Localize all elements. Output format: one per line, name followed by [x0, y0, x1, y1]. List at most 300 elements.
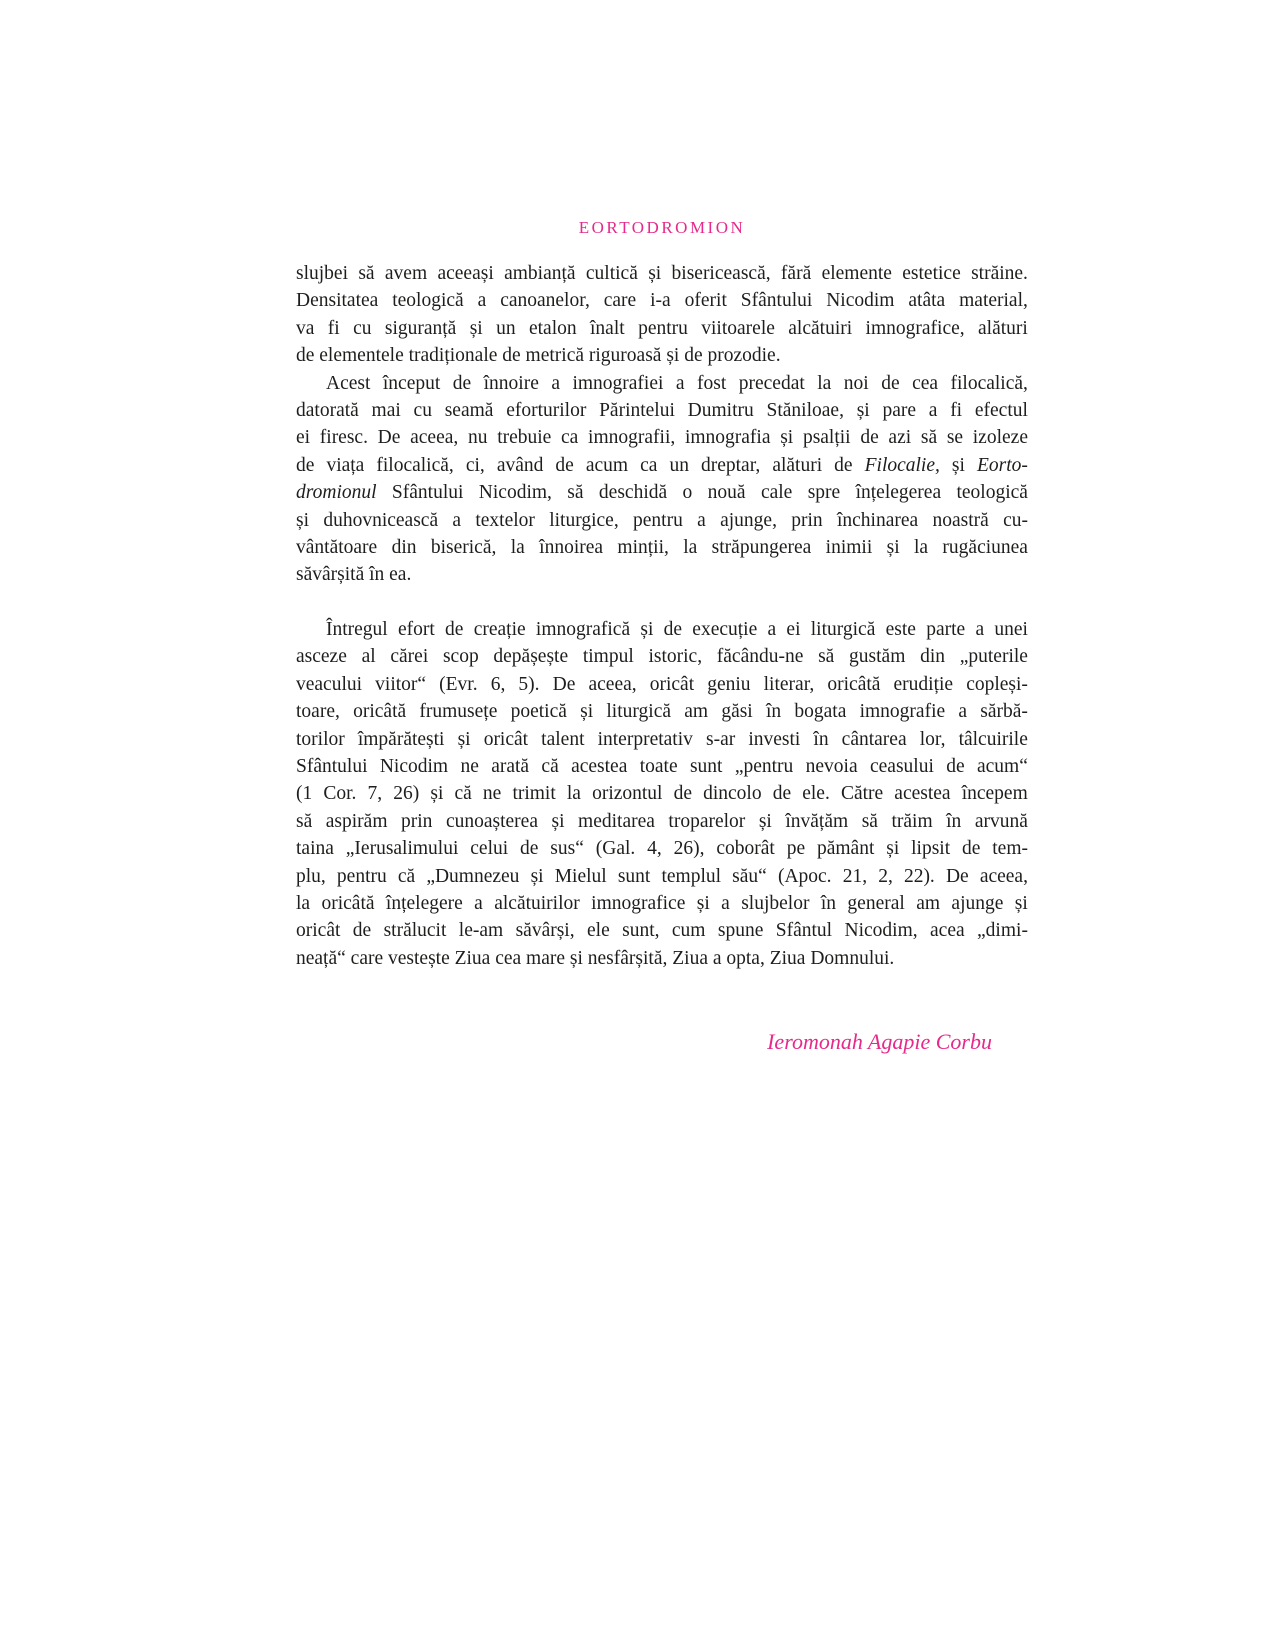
- running-head-title: EORTODROMION: [578, 218, 746, 237]
- word: 21,: [842, 865, 868, 887]
- word: s-ar: [705, 728, 736, 750]
- word: acum: [585, 454, 629, 476]
- word: acum“: [976, 756, 1028, 778]
- word: Densitatea: [296, 290, 379, 312]
- word: de: [860, 427, 879, 449]
- word: de: [452, 372, 472, 394]
- word: (1: [296, 783, 313, 805]
- word: pe: [786, 838, 806, 860]
- word: sus“: [550, 838, 584, 860]
- word: aceea,: [410, 427, 459, 449]
- text-line: [296, 507, 1028, 534]
- word: 7,: [367, 783, 383, 805]
- word: 6,: [490, 673, 506, 695]
- word: Nicodim,: [844, 920, 918, 942]
- text-line: [296, 315, 1028, 342]
- word: Cor.: [323, 783, 357, 805]
- word: am: [684, 701, 709, 723]
- word: filocalică,: [950, 372, 1028, 394]
- word: estetice: [902, 263, 961, 284]
- word: închinarea: [836, 509, 919, 531]
- word: ei: [786, 619, 801, 641]
- word: scop: [442, 646, 479, 668]
- word: slujbei: [296, 263, 348, 284]
- word: liturgice,: [549, 509, 619, 531]
- word: oricât: [483, 728, 529, 750]
- word: de: [834, 454, 853, 476]
- word: 4,: [647, 838, 662, 860]
- word: și: [886, 838, 900, 860]
- word: cum: [671, 920, 706, 942]
- word: la: [817, 372, 832, 394]
- word: fost: [697, 372, 727, 394]
- word: spune: [717, 920, 764, 942]
- word: seamă: [444, 399, 494, 421]
- word: sunt: [689, 756, 723, 778]
- word: pământ: [816, 838, 875, 860]
- text-line: [296, 424, 1028, 451]
- word: al: [361, 646, 376, 668]
- word: alături: [978, 317, 1028, 339]
- word: ambianță: [504, 263, 576, 284]
- word: de: [445, 619, 464, 641]
- word: ca: [640, 454, 658, 476]
- word: pentru: [633, 509, 683, 531]
- word: și: [640, 619, 654, 641]
- word: toate: [639, 756, 678, 778]
- body-paragraph: [296, 260, 1028, 370]
- word: cărei: [390, 646, 429, 668]
- word: ajunge: [951, 892, 1004, 914]
- word: neață“ care vestește Ziua cea mare și nesfârșită, Ziua a opta, Ziua Domnului.: [296, 947, 895, 969]
- word: veacului: [296, 673, 363, 695]
- word: aspirăm: [325, 810, 388, 832]
- word: liturgică: [606, 701, 672, 723]
- word: toare,: [296, 701, 340, 723]
- text-line: [296, 643, 1028, 670]
- word: învățăm: [785, 810, 849, 832]
- word: imnografiei: [572, 372, 664, 394]
- word: înțelegerea: [855, 482, 942, 504]
- word: unei: [994, 619, 1028, 641]
- word: parte: [926, 619, 966, 641]
- word: la: [913, 536, 929, 558]
- word: de: [296, 454, 315, 476]
- word: vântătoare: [296, 536, 378, 558]
- word: din: [391, 536, 417, 558]
- word: Acest: [326, 372, 371, 394]
- text-line: [296, 287, 1028, 314]
- word: Nicodim: [379, 756, 449, 778]
- word: coborât: [716, 838, 775, 860]
- word: Părintelui: [599, 399, 675, 421]
- word: 26): [393, 783, 420, 805]
- word: teologică: [392, 290, 464, 312]
- word: Sfântului: [740, 290, 813, 312]
- word: și: [530, 865, 544, 887]
- text-line: [296, 561, 1028, 588]
- word: înalt: [590, 317, 625, 339]
- word: imnografia: [684, 427, 771, 449]
- text-line: [296, 808, 1028, 835]
- word: ei: [296, 427, 311, 449]
- text-line: [296, 863, 1028, 890]
- word: făcându-ne: [716, 646, 804, 668]
- word: precedat: [738, 372, 805, 394]
- word: execuție: [692, 619, 758, 641]
- word: trăim: [891, 810, 933, 832]
- text-line: [296, 890, 1028, 917]
- text-line: [296, 534, 1028, 561]
- word: și: [696, 892, 710, 914]
- word: aceeași: [437, 263, 494, 284]
- word: alcătuiri: [788, 317, 853, 339]
- word: lipsit: [911, 838, 951, 860]
- word: în: [765, 701, 782, 723]
- word: De: [377, 427, 401, 449]
- word: noastră: [932, 509, 989, 531]
- word: De: [552, 673, 576, 695]
- word: în: [813, 728, 829, 750]
- word: Sfântului: [296, 756, 368, 778]
- word: de: [555, 454, 574, 476]
- word: se: [946, 427, 964, 449]
- word: mai: [371, 399, 401, 421]
- word: având: [496, 454, 544, 476]
- word: meditarea: [578, 810, 655, 832]
- word: plu,: [296, 865, 326, 887]
- word: atâta: [908, 290, 946, 312]
- word: taina: [296, 838, 334, 860]
- word: cu-: [1003, 509, 1028, 531]
- word: este: [885, 619, 916, 641]
- word: viața: [326, 454, 365, 476]
- text-line: [296, 397, 1028, 424]
- text-line: [296, 452, 1028, 479]
- word: de: [961, 838, 981, 860]
- word: înțelegere: [385, 892, 463, 914]
- word: și: [648, 263, 662, 284]
- author-signature: Ieromonah Agapie Corbu: [767, 1029, 992, 1055]
- word: nu: [467, 427, 488, 449]
- body-text: [296, 260, 1028, 1056]
- italic-word: Eorto-: [976, 454, 1028, 476]
- word: avem: [384, 263, 428, 284]
- word: de: [673, 783, 692, 805]
- text-line: [296, 753, 1028, 780]
- word: elemente: [821, 263, 892, 284]
- word: săvârșită în ea.: [296, 564, 412, 586]
- word: din: [920, 646, 946, 668]
- body-paragraph: [296, 370, 1028, 589]
- word: și: [856, 399, 870, 421]
- word: să: [861, 810, 878, 832]
- word: nevoia: [805, 756, 858, 778]
- word: un: [496, 317, 516, 339]
- word: cea: [912, 372, 939, 394]
- word: și: [951, 454, 965, 476]
- word: de: [663, 619, 683, 641]
- word: teologică: [956, 482, 1028, 504]
- word: că: [454, 783, 472, 805]
- word: bisericească,: [671, 263, 771, 284]
- word: și: [758, 810, 772, 832]
- word: ne: [460, 756, 479, 778]
- word: de: [772, 783, 792, 805]
- word: interpretativ: [597, 728, 693, 750]
- word: torilor: [296, 728, 345, 750]
- word: deschidă: [598, 482, 668, 504]
- word: aceea,: [979, 865, 1028, 887]
- word: oferit: [684, 290, 727, 312]
- word: început: [382, 372, 441, 394]
- text-line: [296, 780, 1028, 807]
- word: să: [567, 482, 584, 504]
- word: troparelor: [668, 810, 746, 832]
- word: să: [358, 263, 375, 284]
- text-line: [296, 835, 1028, 862]
- word: sunt: [617, 865, 651, 887]
- word: și: [1014, 892, 1028, 914]
- word: dincolo: [703, 783, 762, 805]
- word: oricâtă: [827, 673, 881, 695]
- word: și: [780, 427, 794, 449]
- word: arvună: [974, 810, 1028, 832]
- body-paragraph: [296, 616, 1028, 972]
- word: și: [580, 701, 594, 723]
- word: 26),: [673, 838, 705, 860]
- text-line: [296, 917, 1028, 944]
- word: 22).: [903, 865, 935, 887]
- text-line: [296, 260, 1028, 287]
- word: „Ierusalimului: [345, 838, 459, 860]
- word: viitoarele: [701, 317, 775, 339]
- word: a: [675, 372, 685, 394]
- word: firesc.: [319, 427, 368, 449]
- word: 5).: [518, 673, 540, 695]
- word: în: [946, 810, 962, 832]
- italic-word: dromionul: [296, 482, 377, 504]
- word: general: [847, 892, 905, 914]
- word: fără: [780, 263, 812, 284]
- text-line: [296, 671, 1028, 698]
- word: etalon: [528, 317, 577, 339]
- word: de: [352, 920, 372, 942]
- word: imnografică: [535, 619, 631, 641]
- word: și: [296, 509, 310, 531]
- word: de: [881, 372, 900, 394]
- word: (Apoc.: [777, 865, 832, 887]
- word: datorată: [296, 399, 359, 421]
- word: Nicodim: [826, 290, 895, 312]
- word: psalții: [802, 427, 851, 449]
- word: ci,: [465, 454, 485, 476]
- word: care: [603, 290, 637, 312]
- word: și: [430, 783, 444, 805]
- word: biserică,: [430, 536, 497, 558]
- word: Nicodim,: [478, 482, 552, 504]
- word: și: [886, 536, 900, 558]
- word: și: [551, 810, 565, 832]
- word: de elementele tradiționale de metrică riguroasă și de prozodie.: [296, 345, 781, 367]
- word: oricâtă: [321, 892, 375, 914]
- word: Întregul: [326, 619, 388, 641]
- word: oricât: [296, 920, 341, 942]
- word: Stăniloae,: [766, 399, 844, 421]
- word: a: [474, 892, 483, 914]
- italic-word: Filocalie,: [864, 454, 940, 476]
- word: Mielul: [554, 865, 607, 887]
- word: celui: [470, 838, 509, 860]
- word: oricât: [649, 673, 695, 695]
- word: imnografice,: [865, 317, 965, 339]
- word: a: [721, 892, 730, 914]
- word: geniu: [707, 673, 751, 695]
- word: imnografie: [859, 701, 946, 723]
- word: copleși-: [966, 673, 1028, 695]
- word: împărătești: [357, 728, 445, 750]
- word: rugăciunea: [942, 536, 1028, 558]
- text-line: [296, 945, 1028, 972]
- word: alături: [772, 454, 823, 476]
- word: prin: [791, 509, 823, 531]
- word: arată: [491, 756, 530, 778]
- word: cale: [760, 482, 793, 504]
- word: siguranță: [384, 317, 457, 339]
- word: fi: [950, 399, 963, 421]
- text-line: [296, 479, 1028, 506]
- word: poetică: [510, 701, 567, 723]
- word: la: [296, 892, 311, 914]
- word: viitor“: [375, 673, 427, 695]
- word: oricâtă: [353, 701, 407, 723]
- word: trebuie: [497, 427, 552, 449]
- word: literar,: [763, 673, 815, 695]
- text-line: [296, 342, 1028, 369]
- word: pentru: [336, 865, 387, 887]
- word: De: [945, 865, 969, 887]
- word: sunt,: [622, 920, 660, 942]
- word: acestea: [894, 783, 951, 805]
- word: ele.: [802, 783, 830, 805]
- word: imnografice: [591, 892, 686, 914]
- word: înnoire: [483, 372, 539, 394]
- word: strălucit: [383, 920, 447, 942]
- word: un: [669, 454, 689, 476]
- word: dreptar,: [700, 454, 761, 476]
- word: la: [510, 536, 525, 558]
- word: cu: [413, 399, 432, 421]
- word: să: [818, 646, 835, 668]
- word: „Dumnezeu: [426, 865, 520, 887]
- word: ceasului: [869, 756, 934, 778]
- word: creație: [473, 619, 526, 641]
- word: investi: [748, 728, 801, 750]
- word: a: [975, 619, 985, 641]
- text-line: [296, 698, 1028, 725]
- word: acestea: [571, 756, 628, 778]
- word: efectul: [974, 399, 1028, 421]
- word: tâlcuirile: [958, 728, 1028, 750]
- word: a: [477, 290, 487, 312]
- word: cu: [353, 317, 372, 339]
- word: ajunge,: [720, 509, 777, 531]
- word: în: [820, 892, 837, 914]
- word: slujbelor: [741, 892, 810, 914]
- word: templul: [661, 865, 722, 887]
- word: săvârși,: [515, 920, 575, 942]
- word: la: [683, 536, 698, 558]
- word: talent: [541, 728, 585, 750]
- word: ne: [482, 783, 502, 805]
- word: erudiție: [893, 673, 954, 695]
- word: 2,: [878, 865, 893, 887]
- word: nouă: [707, 482, 746, 504]
- word: le-am: [458, 920, 504, 942]
- word: la: [566, 783, 581, 805]
- word: străine.: [971, 263, 1028, 284]
- word: liturgică: [810, 619, 876, 641]
- word: filocalică,: [376, 454, 454, 476]
- word: de: [520, 838, 539, 860]
- word: depășește: [493, 646, 569, 668]
- word: eforturilor: [506, 399, 587, 421]
- word: a: [958, 701, 968, 723]
- word: cultică: [585, 263, 638, 284]
- word: Dumitru: [687, 399, 754, 421]
- word: că: [397, 865, 416, 887]
- word: noi: [843, 372, 869, 394]
- word: ca: [561, 427, 579, 449]
- word: asceze: [296, 646, 347, 668]
- word: său“: [732, 865, 767, 887]
- word: „puterile: [959, 646, 1028, 668]
- word: i-a: [650, 290, 671, 312]
- word: timpul: [582, 646, 634, 668]
- word: gustăm: [849, 646, 906, 668]
- word: a: [767, 619, 777, 641]
- word: acea: [930, 920, 965, 942]
- word: orizontul: [592, 783, 663, 805]
- word: inimii: [825, 536, 873, 558]
- word: a: [452, 509, 462, 531]
- word: Sfântul: [775, 920, 833, 942]
- word: Către: [840, 783, 884, 805]
- word: o: [682, 482, 693, 504]
- word: că: [541, 756, 559, 778]
- word: aceea,: [588, 673, 637, 695]
- word: a: [928, 399, 938, 421]
- text-line: [296, 370, 1028, 397]
- word: de: [946, 756, 965, 778]
- word: tem-: [992, 838, 1028, 860]
- word: trimit: [512, 783, 556, 805]
- word: pentru: [638, 317, 688, 339]
- word: străpungerea: [711, 536, 812, 558]
- word: „dimi-: [977, 920, 1028, 942]
- word: (Gal.: [595, 838, 636, 860]
- word: izoleze: [972, 427, 1028, 449]
- word: a: [697, 509, 706, 531]
- text-line: [296, 616, 1028, 643]
- word: ele: [587, 920, 610, 942]
- word: cântarea: [841, 728, 907, 750]
- word: a: [551, 372, 560, 394]
- word: și: [457, 728, 471, 750]
- word: sărbă-: [980, 701, 1028, 723]
- word: lor,: [919, 728, 946, 750]
- word: Sfântului: [391, 482, 464, 504]
